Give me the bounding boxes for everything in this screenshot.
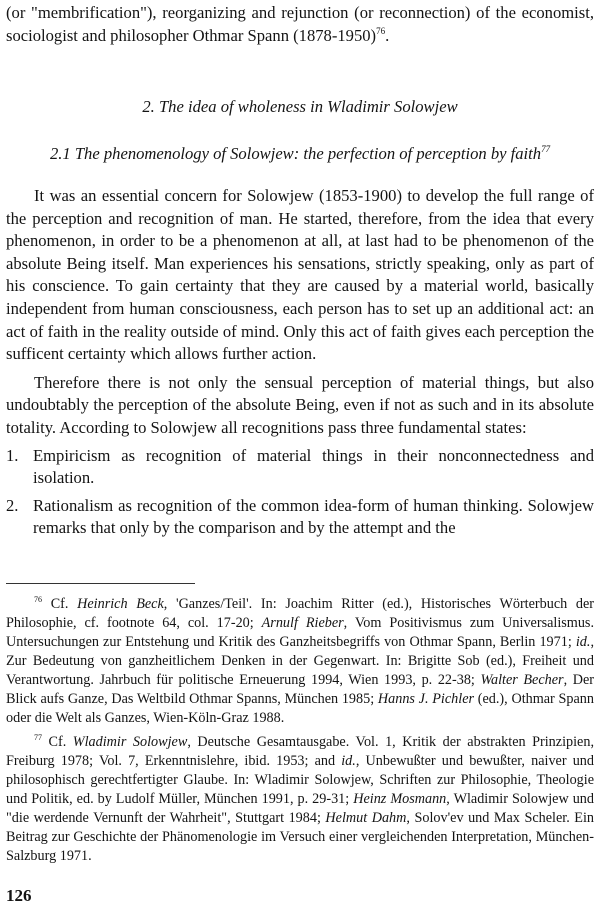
list-item	[6, 445, 594, 490]
list-text: Rationalism as recognition of the common idea-form of human thinking. Solowjew remarks that only by the comparison and by the attempt and the	[33, 495, 594, 538]
continuation-paragraph	[6, 2, 594, 47]
cited-author: Helmut Dahm	[325, 810, 407, 826]
cited-author: Heinz Mosmann	[353, 791, 447, 807]
footnote-body	[6, 734, 594, 864]
footnote-number: 76	[34, 595, 42, 604]
citation-text: Cf.	[50, 596, 78, 612]
section-body	[6, 185, 594, 545]
citation-text: , Solov'ev und Max Scheler. Ein Beitrag zur Geschichte der Phänomenologie im Versuch einer vergleichenden Interpretation, München-Salzburg 1971.	[6, 810, 594, 864]
citation-text: , Wladimir Solowjew und "die werdende Vernunft der Wahrheit", Stuttgart 1984;	[6, 791, 594, 826]
citation-text: , Vom Positivismus zum Universalismus. Untersuchungen zur Entstehung und Kritik des Ganzheitsbegriffs von Othmar Spann, Berlin 1971;	[6, 615, 594, 650]
footnote-ref-76[interactable]: 76	[376, 25, 386, 36]
list-text: Empiricism as recognition of material things in their nonconnectedness and isolation.	[33, 445, 594, 488]
footnote-77	[6, 733, 594, 866]
list-number: 2.	[6, 495, 19, 515]
cited-author: Arnulf Rieber	[261, 615, 344, 631]
citation-text: , Unbewußter und bewußter, naiver und philosophisch gerechtfertigter Glaube. In: Wladimir Solowjew, Schriften zur Philosophie, Theologie und Politik, ed. by Ludolf Müller, München 1991, p. 29-31;	[6, 753, 594, 807]
cited-author: Walter Becher	[480, 672, 564, 688]
cited-author: Hanns J. Pichler	[377, 691, 475, 707]
citation-text: , Zur Bedeutung von ganzheitlichem Denken in der Gegenwart. In: Brigitte Sob (ed.), Freiheit und Verantwortung. Jahrbuch für politische Erneuerung 1994, Wien 1993, p. 22-38;	[6, 634, 594, 688]
footnote-number: 77	[34, 733, 42, 742]
footnote-76	[6, 595, 594, 728]
footnotes	[6, 595, 594, 871]
cited-author: id.	[575, 634, 591, 650]
citation-text: , 'Ganzes/Teil'. In: Joachim Ritter (ed.), Historisches Wörterbuch der Philosophie, cf. footnote 64, col. 17-20;	[6, 596, 595, 631]
cited-author: Wladimir Solowjew	[72, 734, 188, 750]
list-item	[6, 495, 594, 540]
paragraph-2: Therefore there is not only the sensual perception of material things, but also undoubtably the perception of the absolute Being, even if not as such and in its absolute totality. According to Solowjew all recognitions pass three fundamental states:	[6, 372, 594, 437]
citation-text: , Deutsche Gesamtausgabe. Vol. 1, Kritik der abstrakten Prinzipien, Freiburg 1978; Vol. 7, Erkenntnislehre, ibid. 1953; and	[6, 734, 594, 769]
paragraph-1: It was an essential concern for Solowjew (1853-1900) to develop the full range of the perception and recognition of man. He started, therefore, from the idea that every phenomenon, in order to be a phenomenon at all, at last had to be phenomenon of the absolute Being itself. Man experiences his sensations, strictly speaking, only as part of his conscience. To gain certainty that they are caused by a material world, basically independent from human consciousness, each person has to set up an additional act: an act of faith in the reality outside of mind. Only this act of faith gives each perception the sufficent certainty which allows further action.	[6, 186, 594, 364]
page-number: 126	[6, 886, 32, 905]
section-heading: 2. The idea of wholeness in Wladimir Solowjew	[142, 97, 458, 116]
subsection-heading-text: 2.1 The phenomenology of Solowjew: the perfection of perception by faith	[49, 144, 542, 163]
citation-text: , Der Blick aufs Ganze, Das Weltbild Othmar Spanns, München 1985;	[6, 672, 594, 707]
cited-author: Heinrich Beck	[77, 596, 164, 612]
list-number: 1.	[6, 445, 19, 465]
continuation-text: (or "membrification"), reorganizing and rejunction (or reconnection) of the economist, sociologist and philosopher Othmar Spann (1878-1950)	[6, 3, 594, 45]
citation-text: (ed.), Othmar Spann oder die Welt als Ganzes, Wien-Köln-Graz 1988.	[6, 691, 594, 726]
footnote-body	[6, 596, 594, 726]
continuation-end: .	[385, 25, 390, 45]
citation-text: Cf.	[48, 734, 73, 750]
main-text	[6, 2, 594, 47]
states-list	[6, 445, 594, 540]
subsection-heading	[6, 144, 594, 164]
footnote-ref-77[interactable]: 77	[541, 144, 551, 154]
footnote-divider	[6, 583, 195, 584]
cited-author: id.	[341, 753, 356, 769]
